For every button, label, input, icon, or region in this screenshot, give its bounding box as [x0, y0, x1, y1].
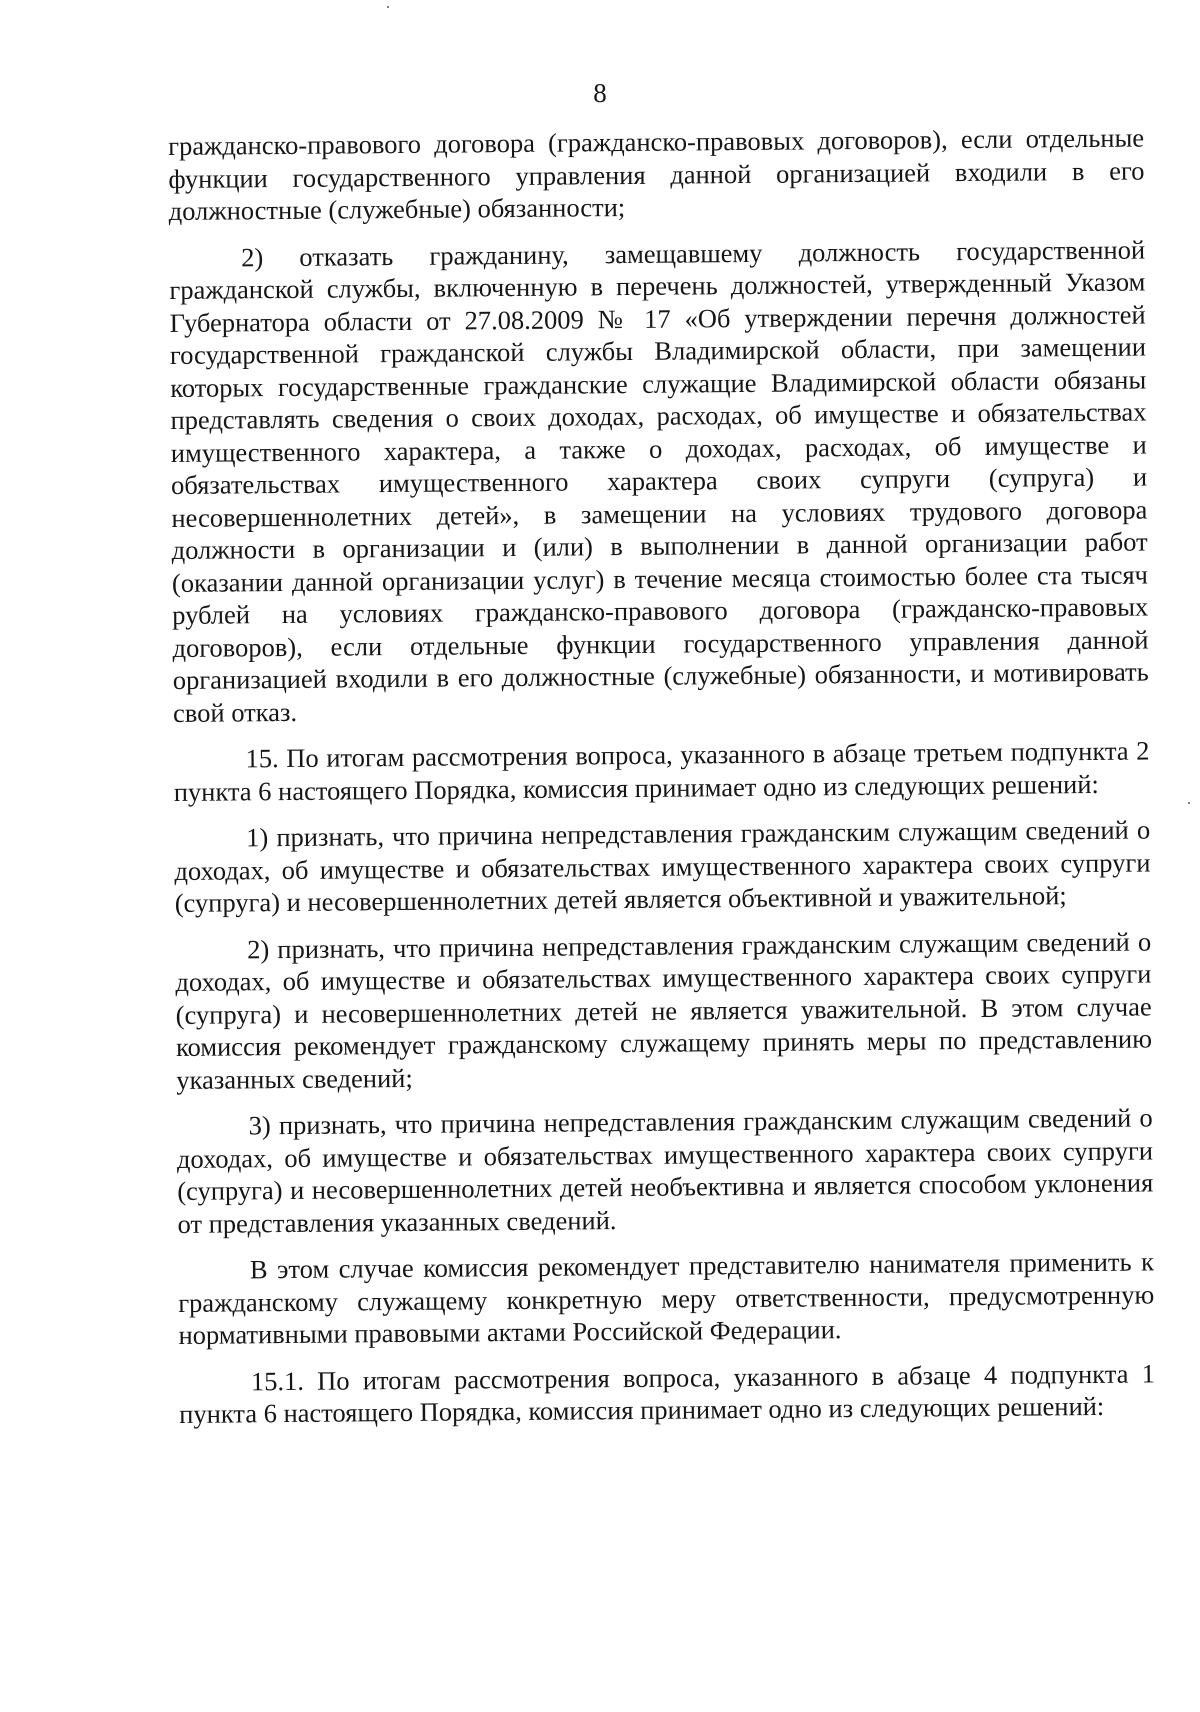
- paragraph-decision-2: 2) признать, что причина непредставления гражданским служащим сведений о доходах, об имуществе и обязательствах имущественного характера своих супруги (супруга) и несовершеннолетних детей не является уважительной. В этом случае комиссия рекомендует гражданскому служащему принять меры по представлению указанных сведений;: [175, 925, 1153, 1095]
- paragraph-continuation: гражданско-правового договора (гражданско-правовых договоров), если отдельные функции государственного управления данной организацией входили в его должностные (служебные) обязанности;: [168, 122, 1145, 226]
- page-number: 8: [593, 78, 607, 108]
- document-body: [168, 121, 1155, 1444]
- paragraph-section-15-1: 15.1. По итогам рассмотрения вопроса, указанного в абзаце 4 подпункта 1 пункта 6 настоящего Порядка, комиссия принимает одно из следующих решений:: [179, 1357, 1156, 1429]
- paragraph-recommendation: В этом случае комиссия рекомендует представителю нанимателя применить к гражданскому служащему конкретную меру ответственности, предусмотренную нормативными правовыми актами Российской Федерации.: [178, 1246, 1155, 1350]
- paragraph-decision-3: 3) признать, что причина непредставления гражданским служащим сведений о доходах, об имуществе и обязательствах имущественного характера своих супруги (супруга) и несовершеннолетних детей необъективна и является способом уклонения от представления указанных сведений.: [176, 1102, 1154, 1239]
- paragraph-item-2-refuse: 2) отказать гражданину, замещавшему должность государственной гражданской службы, включенную в перечень должностей, утвержденный Указом Губернатора области от 27.08.2009 № 17 «Об утверждении перечня должностей государственной гражданской службы Владимирской области, при замещении которых государственные гражданские служащие Владимирской области обязаны представлять сведения о своих доходах, расходах, об имуществе и обязательствах имущественного характера, а также о доходах, расходах, об имуществе и обязательствах имущественного характера своих супруги (супруга) и несовершеннолетних детей», в замещении на условиях трудового договора должности в организации и (или) в выполнении в данной организации работ (оказании данной организации услуг) в течение месяца стоимостью более ста тысяч рублей на условиях гражданско-правового договора (гражданско-правовых договоров), если отдельные функции государственного управления данной организацией входили в его должностные (служебные) обязанности, и мотивировать свой отказ.: [169, 233, 1149, 728]
- scan-speck: [1188, 802, 1190, 804]
- paragraph-decision-1: 1) признать, что причина непредставления гражданским служащим сведений о доходах, об имуществе и обязательствах имущественного характера своих супруги (супруга) и несовершеннолетних детей является объективной и уважительной;: [174, 814, 1151, 918]
- paragraph-section-15: 15. По итогам рассмотрения вопроса, указанного в абзаце третьем подпункта 2 пункта 6 настоящего Порядка, комиссия принимает одно из следующих решений:: [173, 735, 1150, 807]
- scan-speck: [387, 6, 389, 8]
